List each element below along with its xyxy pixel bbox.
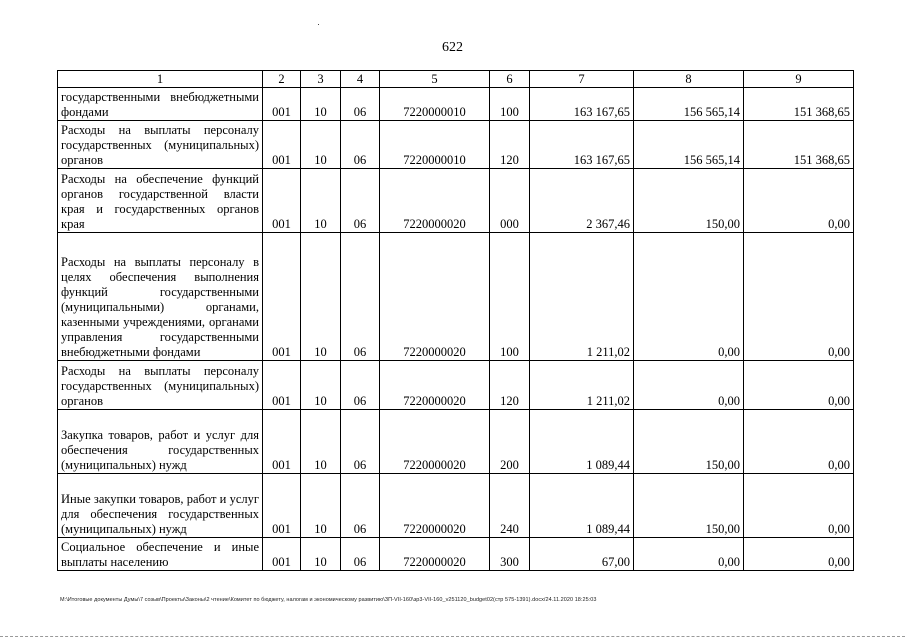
cell-expense-type: 240 — [490, 474, 530, 538]
row-description: Расходы на выплаты персоналу государственных (муниципальных) органов — [58, 121, 263, 169]
cell-amount: 0,00 — [744, 169, 854, 233]
row-description: Расходы на выплаты персоналу государственных (муниципальных) органов — [58, 361, 263, 410]
table-row — [58, 233, 854, 361]
budget-table — [57, 70, 854, 571]
cell-subsection: 06 — [341, 169, 380, 233]
cell-amount: 0,00 — [634, 538, 744, 571]
table-row — [58, 410, 854, 474]
table-row — [58, 169, 854, 233]
cell-section: 10 — [301, 361, 341, 410]
cell-section: 10 — [301, 410, 341, 474]
column-header: 5 — [380, 71, 490, 88]
cell-amount: 163 167,65 — [530, 88, 634, 121]
table-header-row — [58, 71, 854, 88]
cell-amount: 0,00 — [634, 233, 744, 361]
cell-amount: 156 565,14 — [634, 88, 744, 121]
row-description: Закупка товаров, работ и услуг для обеспечения государственных (муниципальных) нужд — [58, 410, 263, 474]
table-row — [58, 88, 854, 121]
cell-target-article: 7220000020 — [380, 233, 490, 361]
column-header: 4 — [341, 71, 380, 88]
cell-amount: 151 368,65 — [744, 88, 854, 121]
table-row — [58, 474, 854, 538]
column-header: 2 — [263, 71, 301, 88]
column-header: 9 — [744, 71, 854, 88]
cell-ministry-code: 001 — [263, 410, 301, 474]
row-description: Иные закупки товаров, работ и услуг для обеспечения государственных (муниципальных) нужд — [58, 474, 263, 538]
table-row — [58, 361, 854, 410]
cell-amount: 0,00 — [744, 538, 854, 571]
cell-amount: 150,00 — [634, 410, 744, 474]
cell-amount: 2 367,46 — [530, 169, 634, 233]
cell-amount: 156 565,14 — [634, 121, 744, 169]
cell-section: 10 — [301, 474, 341, 538]
cell-amount: 67,00 — [530, 538, 634, 571]
cell-ministry-code: 001 — [263, 121, 301, 169]
cell-amount: 151 368,65 — [744, 121, 854, 169]
row-description: Социальное обеспечение и иные выплаты населению — [58, 538, 263, 571]
cell-subsection: 06 — [341, 121, 380, 169]
cell-subsection: 06 — [341, 361, 380, 410]
cell-ministry-code: 001 — [263, 474, 301, 538]
cell-section: 10 — [301, 538, 341, 571]
row-description: Расходы на выплаты персоналу в целях обеспечения выполнения функций государственными (муниципальными) органами, казенными учреждениями, органами управления государственными внебюджетными фондами — [58, 233, 263, 361]
cell-section: 10 — [301, 88, 341, 121]
table-row — [58, 121, 854, 169]
row-description: государственными внебюджетными фондами — [58, 88, 263, 121]
cell-amount: 1 089,44 — [530, 474, 634, 538]
cell-amount: 0,00 — [744, 361, 854, 410]
cell-amount: 150,00 — [634, 169, 744, 233]
cell-section: 10 — [301, 121, 341, 169]
row-description: Расходы на обеспечение функций органов государственной власти края и государственных органов края — [58, 169, 263, 233]
cell-expense-type: 120 — [490, 361, 530, 410]
cell-ministry-code: 001 — [263, 233, 301, 361]
cell-expense-type: 100 — [490, 88, 530, 121]
scan-dot — [318, 24, 319, 25]
cell-section: 10 — [301, 169, 341, 233]
table-row — [58, 538, 854, 571]
cell-target-article: 7220000020 — [380, 538, 490, 571]
cell-amount: 150,00 — [634, 474, 744, 538]
cell-target-article: 7220000010 — [380, 121, 490, 169]
cell-amount: 0,00 — [744, 474, 854, 538]
column-header: 6 — [490, 71, 530, 88]
cell-expense-type: 200 — [490, 410, 530, 474]
cell-ministry-code: 001 — [263, 538, 301, 571]
cell-amount: 0,00 — [634, 361, 744, 410]
cell-expense-type: 000 — [490, 169, 530, 233]
cell-expense-type: 120 — [490, 121, 530, 169]
cell-ministry-code: 001 — [263, 88, 301, 121]
cell-target-article: 7220000020 — [380, 410, 490, 474]
cell-subsection: 06 — [341, 410, 380, 474]
cell-ministry-code: 001 — [263, 169, 301, 233]
page-number: 622 — [442, 40, 463, 55]
column-header: 7 — [530, 71, 634, 88]
cell-amount: 1 211,02 — [530, 361, 634, 410]
column-header: 8 — [634, 71, 744, 88]
cell-amount: 1 089,44 — [530, 410, 634, 474]
cell-amount: 1 211,02 — [530, 233, 634, 361]
cell-target-article: 7220000020 — [380, 169, 490, 233]
cell-ministry-code: 001 — [263, 361, 301, 410]
cell-subsection: 06 — [341, 474, 380, 538]
cell-subsection: 06 — [341, 233, 380, 361]
cell-amount: 0,00 — [744, 233, 854, 361]
cell-expense-type: 300 — [490, 538, 530, 571]
column-header: 1 — [58, 71, 263, 88]
column-header: 3 — [301, 71, 341, 88]
cell-amount: 163 167,65 — [530, 121, 634, 169]
cell-subsection: 06 — [341, 88, 380, 121]
page-edge-line — [0, 636, 905, 637]
cell-subsection: 06 — [341, 538, 380, 571]
cell-expense-type: 100 — [490, 233, 530, 361]
cell-amount: 0,00 — [744, 410, 854, 474]
document-file-path: M:\Итоговые документы Думы\7 созыв\Проекты\Законы\2 чтение\Комитет по бюджету, налогам и экономическому развитию\ЗП-VII-160\зр3-VII-160_v251120_budget02(стр 575-1391).docx/24.11.2020 18:25:03 — [60, 597, 597, 603]
cell-target-article: 7220000020 — [380, 474, 490, 538]
cell-target-article: 7220000010 — [380, 88, 490, 121]
cell-section: 10 — [301, 233, 341, 361]
cell-target-article: 7220000020 — [380, 361, 490, 410]
